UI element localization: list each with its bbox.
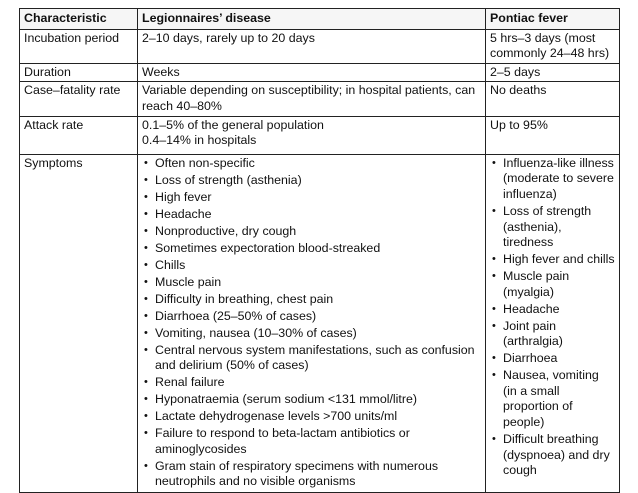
header-legionnaires: Legionnaires’ disease bbox=[138, 9, 486, 30]
list-item: • Failure to respond to beta-lactam antibiotics or aminoglycosides bbox=[142, 426, 481, 457]
cell-pontiac: Up to 95% bbox=[486, 116, 620, 154]
list-item: • Loss of strength (asthenia), tiredness bbox=[490, 204, 615, 251]
list-item: • Gram stain of respiratory specimens with numerous neutrophils and no visible organisms bbox=[142, 459, 481, 490]
list-item: • Difficult breathing (dyspnoea) and dry cough bbox=[490, 432, 615, 479]
row-label: Symptoms bbox=[20, 154, 138, 493]
cell-legionnaires: 2–10 days, rarely up to 20 days bbox=[138, 29, 486, 63]
list-item: • Muscle pain bbox=[142, 275, 481, 291]
row-fatality bbox=[20, 82, 620, 116]
list-item: • Loss of strength (asthenia) bbox=[142, 173, 481, 189]
table-body bbox=[20, 29, 620, 493]
row-symptoms bbox=[20, 154, 620, 493]
legionnaires-symptom-list bbox=[142, 156, 481, 490]
list-item: • Muscle pain (myalgia) bbox=[490, 269, 615, 300]
attack-general: 0.1–5% of the general population bbox=[142, 117, 324, 132]
pontiac-symptom-list bbox=[490, 156, 615, 479]
comparison-table bbox=[19, 8, 620, 493]
list-item: • Nonproductive, dry cough bbox=[142, 224, 481, 240]
cell-legionnaires bbox=[138, 116, 486, 154]
header-characteristic: Characteristic bbox=[20, 9, 138, 30]
comparison-table-container bbox=[19, 8, 619, 493]
cell-pontiac: No deaths bbox=[486, 82, 620, 116]
row-label: Incubation period bbox=[20, 29, 138, 63]
list-item: • Vomiting, nausea (10–30% of cases) bbox=[142, 326, 481, 342]
list-item: • Nausea, vomiting (in a small proportion of people) bbox=[490, 368, 615, 430]
attack-hospital: 0.4–14% in hospitals bbox=[142, 133, 257, 148]
header-row bbox=[20, 9, 620, 30]
list-item: • Sometimes expectoration blood-streaked bbox=[142, 241, 481, 257]
list-item: • Renal failure bbox=[142, 375, 481, 391]
spacer bbox=[142, 149, 481, 153]
list-item: • Hyponatraemia (serum sodium <131 mmol/litre) bbox=[142, 392, 481, 408]
row-incubation bbox=[20, 29, 620, 63]
table-header bbox=[20, 9, 620, 30]
list-item: • Diarrhoea (25–50% of cases) bbox=[142, 309, 481, 325]
cell-legionnaires bbox=[138, 154, 486, 493]
row-label: Attack rate bbox=[20, 116, 138, 154]
list-item: • Chills bbox=[142, 258, 481, 274]
header-pontiac: Pontiac fever bbox=[486, 9, 620, 30]
row-label: Case–fatality rate bbox=[20, 82, 138, 116]
list-item: • Lactate dehydrogenase levels >700 units/ml bbox=[142, 409, 481, 425]
list-item: • Diarrhoea bbox=[490, 351, 615, 367]
list-item: • Often non-specific bbox=[142, 156, 481, 172]
cell-pontiac bbox=[486, 154, 620, 493]
list-item: • Headache bbox=[490, 302, 615, 318]
cell-pontiac: 5 hrs–3 days (most commonly 24–48 hrs) bbox=[486, 29, 620, 63]
row-attack bbox=[20, 116, 620, 154]
list-item: • Headache bbox=[142, 207, 481, 223]
cell-legionnaires: Weeks bbox=[138, 63, 486, 82]
list-item: • Central nervous system manifestations, such as confusion and delirium (50% of cases) bbox=[142, 343, 481, 374]
row-label: Duration bbox=[20, 63, 138, 82]
list-item: • High fever bbox=[142, 190, 481, 206]
row-duration bbox=[20, 63, 620, 82]
cell-legionnaires: Variable depending on susceptibility; in hospital patients, can reach 40–80% bbox=[138, 82, 486, 116]
list-item: • Joint pain (arthralgia) bbox=[490, 319, 615, 350]
list-item: • Difficulty in breathing, chest pain bbox=[142, 292, 481, 308]
cell-pontiac: 2–5 days bbox=[486, 63, 620, 82]
list-item: • High fever and chills bbox=[490, 252, 615, 268]
list-item: • Influenza-like illness (moderate to severe influenza) bbox=[490, 156, 615, 203]
